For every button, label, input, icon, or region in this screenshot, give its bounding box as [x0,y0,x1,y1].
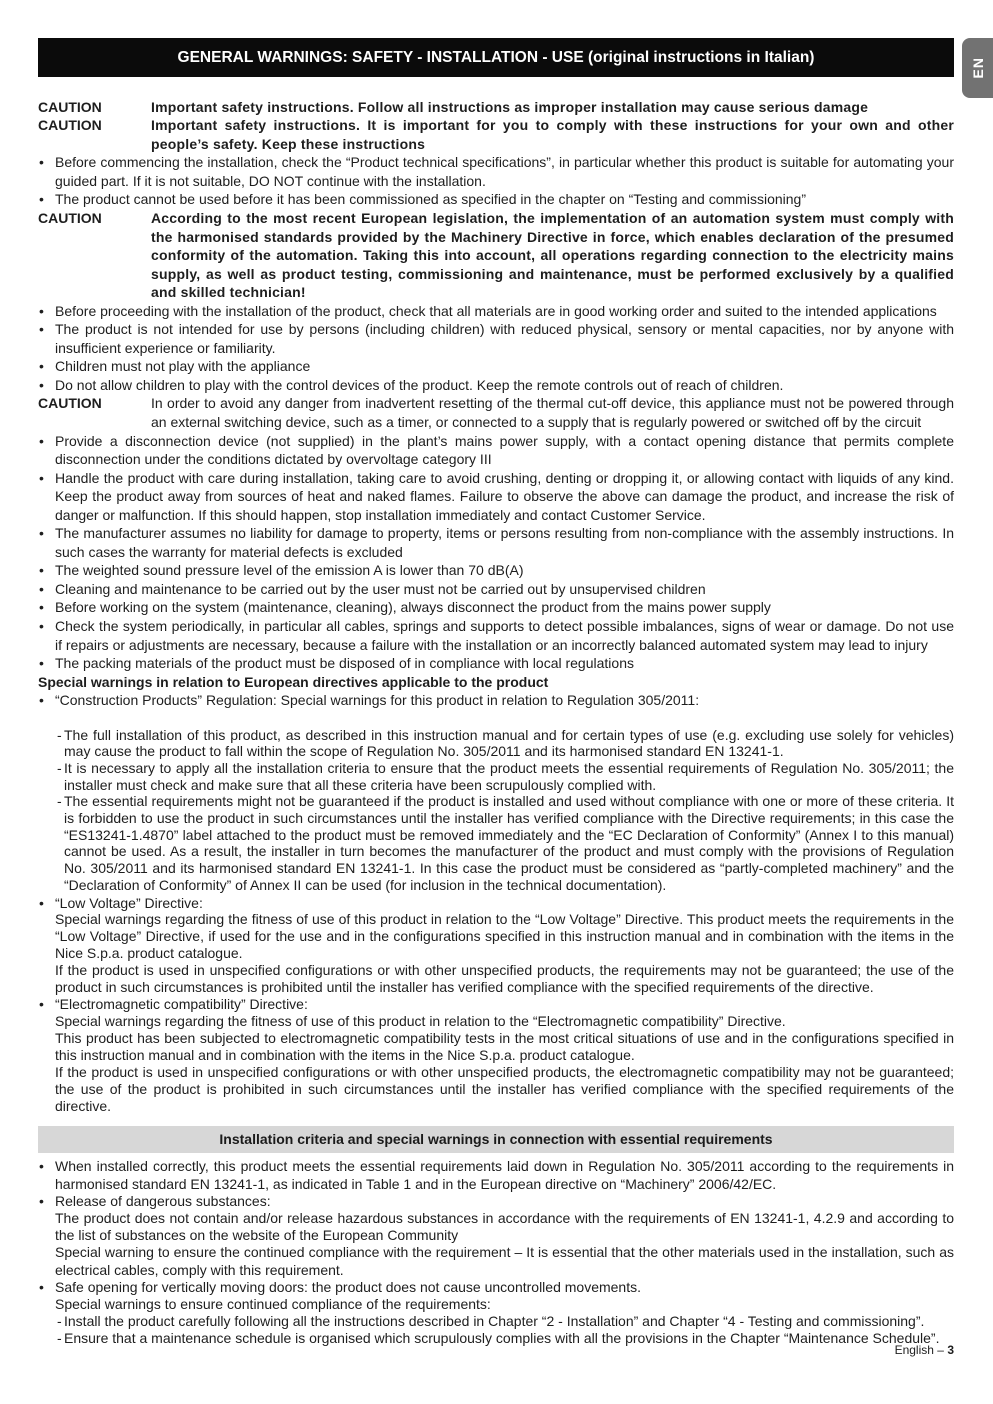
warning-item [38,580,954,599]
warning-item [38,617,954,654]
bullet-marker: • [39,432,44,449]
requirement-item [38,1193,954,1279]
page-title: GENERAL WARNINGS: SAFETY - INSTALLATION - USE (original instructions in Italian) [177,48,815,66]
warning-text: The manufacturer assumes no liability for damage to property, items or persons resulting from non-compliance with the assembly instructions. In such cases the warranty for material defects is excluded [55,525,954,560]
warning-item [38,190,954,209]
warning-text: The packing materials of the product must be disposed of in compliance with local regulations [55,655,634,672]
directive-paragraph: Special warnings regarding the fitness of use of this product in relation to the “Low Voltage” Directive. This product meets the requirements in the “Low Voltage” Directive, if used for the use and in the configurations specified in this instruction manual and in combination with the items in the Nice S.p.a. product catalogue. [55,911,954,962]
warning-item [38,432,954,469]
bullet-marker: • [39,525,44,542]
caution-row [38,209,954,302]
bullet-marker: • [39,1192,44,1209]
dash-marker: - [57,1330,62,1347]
requirement-item [38,1279,954,1313]
bullet-marker: • [39,996,44,1013]
directive-paragraph: If the product is used in unspecified configurations or with other unspecified products, the requirements may not be guaranteed; the use of the product in such circumstances is prohibited until the installer has verified compliance with the specified requirements of the directive. [55,962,954,996]
warning-text: Before commencing the installation, check the “Product technical specifications”, in particular whether this product is suitable for automating your guided part. If it is not suitable, DO NOT continue with the installation. [55,154,954,189]
warning-text: Handle the product with care during installation, taking care to avoid crushing, denting or dropping it, or allowing contact with liquids of any kind. Keep the product away from sources of heat and naked flames. Failure to observe the above can damage the product, and increase the risk of danger or malfunction. If this should happen, stop installation immediately and contact Customer Service. [55,469,954,523]
low-voltage-directive [38,895,954,997]
directive-title: “Low Voltage” Directive: [55,894,203,911]
footer-separator: – [937,1343,944,1357]
bullet-marker: • [39,599,44,616]
construction-products-title: “Construction Products” Regulation: Special warnings for this product in relation to Regulation 305/2011: [55,692,700,709]
warning-text: Do not allow children to play with the control devices of the product. Keep the remote controls out of reach of children. [55,376,784,393]
requirement-paragraph: Special warnings to ensure continued compliance of the requirements: [55,1295,491,1312]
language-tab-label: EN [969,57,986,79]
page-footer [895,1342,954,1358]
sub-point-text: Install the product carefully following all the instructions described in Chapter “2 - Installation” and Chapter “4 - Testing and commissioning”. [64,1313,925,1330]
warning-text: The weighted sound pressure level of the emission A is lower than 70 dB(A) [55,562,524,579]
requirement-item [38,1158,954,1192]
bullet-marker: • [39,358,44,375]
page-header-bar [38,38,954,77]
footer-language: English [894,1343,934,1357]
construction-products-points [38,727,954,894]
directive-title: “Electromagnetic compatibility” Directive: [55,996,308,1013]
warning-item [38,320,954,357]
warning-text: Before proceeding with the installation of the product, check that all materials are in good working order and suited to the intended applications [55,302,937,319]
sub-point [38,1313,954,1330]
warning-item [38,153,954,190]
warning-text: Check the system periodically, in particular all cables, springs and supports to detect possible imbalances, signs of wear or damage. Do not use if repairs or adjustments are necessary, because a failure with the installation or an incorrectly balanced automated system may lead to injury [55,618,954,653]
bullet-marker: • [39,655,44,672]
caution-row [38,98,954,117]
banner-title: Installation criteria and special warnings in connection with essential requirements [219,1131,773,1147]
dash-marker: - [57,726,62,743]
warning-item [38,376,954,395]
dash-marker: - [57,793,62,810]
bullet-marker: • [39,1158,44,1175]
caution-text: In order to avoid any danger from inadvertent resetting of the thermal cut-off device, this appliance must not be powered through an external switching device, such as a timer, or connected to a supply that is regularly powered or switched off by the circuit [151,395,954,430]
sub-point-text: It is necessary to apply all the installation criteria to ensure that the product meets the essential requirements of Regulation No. 305/2011; the installer must check and make sure that all these criteria have been scrupulously complied with. [64,760,954,793]
requirement-title: Safe opening for vertically moving doors: the product does not cause uncontrolled movements. [55,1278,641,1295]
sub-point [38,1330,954,1347]
caution-text: According to the most recent European legislation, the implementation of an automation system must comply with the harmonised standards provided by the Machinery Directive in force, which enables declaration of the presumed conformity of the automation. Taking this into account, all operations regarding connection to the electricity mains supply, as well as product testing, commissioning and maintenance, must be performed exclusively by a qualified and skilled technician! [151,209,954,301]
caution-text: Important safety instructions. It is important for you to comply with these instructions for your own and other people’s safety. Keep these instructions [151,117,954,152]
essential-requirements-banner [38,1126,954,1153]
emc-directive [38,996,954,1114]
requirement-paragraph: The product does not contain and/or release hazardous substances in accordance with the requirements of EN 13241-1, 4.2.9 and according to the list of substances on the website of the European Community [55,1209,954,1244]
warning-item [38,598,954,617]
dash-marker: - [57,760,62,777]
bullet-marker: • [39,321,44,338]
directive-paragraph: If the product is used in unspecified configurations or with other unspecified products, the electromagnetic compatibility may not be guaranteed; the use of the product is prohibited in such circumstances until the installer has verified compliance with the specified requirements of the directive. [55,1063,954,1114]
bullet-marker: • [39,376,44,393]
warning-text: Before working on the system (maintenance, cleaning), always disconnect the product from the mains power supply [55,599,771,616]
warning-text: Children must not play with the appliance [55,358,311,375]
directive-sections [38,895,954,1115]
page-number: 3 [947,1343,954,1357]
bullet-marker: • [39,302,44,319]
warning-item [38,561,954,580]
directives-heading: Special warnings in relation to European directives applicable to the product [38,673,549,690]
caution-row [38,116,954,153]
sub-point-text: The full installation of this product, as described in this instruction manual and for certain types of use (e.g. excluding use solely for vehicles) may cause the product to fall within the scope of Regulation No. 305/2011 and its harmonised standard EN 13241-1. [64,726,954,760]
warning-item [38,357,954,376]
warning-text: The product is not intended for use by persons (including children) with reduced physical, sensory or mental capacities, nor by anyone with insufficient experience or familiarity. [55,321,954,356]
dash-marker: - [57,1313,62,1330]
directive-paragraph: This product has been subjected to electromagnetic compatibility tests in the most critical situations of use and in the configurations specified in this instruction manual and in combination with the items in the Nice S.p.a. product catalogue. [55,1029,954,1063]
warning-item [38,469,954,525]
caution-text: Important safety instructions. Follow all instructions as improper installation may cause serious damage [151,98,869,115]
bullet-marker: • [39,692,44,709]
bullet-marker: • [39,1278,44,1295]
caution-label: CAUTION [38,209,102,226]
requirement-paragraph: Special warning to ensure the continued compliance with the requirement – It is essential that the other materials used in the installation, such as electrical cables, comply with this requirement. [55,1244,954,1278]
bullet-marker: • [39,469,44,486]
bullet-marker: • [39,562,44,579]
caution-row [38,394,954,431]
requirement-text: When installed correctly, this product meets the essential requirements laid down in Regulation No. 305/2011 according to the requirements in harmonised standard EN 13241-1, as indicated in Table 1 and in the European directive on “Machinery” 2006/42/EC. [55,1158,954,1192]
bullet-marker: • [39,580,44,597]
sub-point-text: The essential requirements might not be guaranteed if the product is installed and used without compliance with one or more of these criteria. It is forbidden to use the product in such circumstances until the installer has verified compliance with the Directive requirements; in this case the “ES13241-1.4870” label attached to the product must be removed immediately and the “EC Declaration of Conformity” (Annex I to this manual) cannot be used. As a result, the installer in turn becomes the manufacturer of the product and must comply with the provisions of Regulation No. 305/2011 and its harmonised standard EN 13241-1. In this case the product must be considered as “partly-completed machinery” and the “Declaration of Conformity” of Annex II can be used (for inclusion in the technical documentation). [64,793,954,893]
bullet-marker: • [39,618,44,634]
bullet-marker: • [39,191,44,208]
caution-label: CAUTION [38,395,102,412]
sub-point [38,727,954,760]
requirement-title: Release of dangerous substances: [55,1192,271,1209]
sub-point [38,793,954,893]
essential-requirements [38,1158,954,1347]
language-tab [962,38,993,98]
sub-point-text: Ensure that a maintenance schedule is organised which scrupulously complies with all the provisions in the Chapter “Maintenance Schedule”. [64,1330,940,1347]
caution-label: CAUTION [38,117,102,134]
warning-item [38,524,954,561]
warning-text: Provide a disconnection device (not supplied) in the plant’s mains power supply, with a contact opening distance that permits complete disconnection under the conditions dictated by overvoltage category III [55,432,954,468]
warning-text: The product cannot be used before it has been commissioned as specified in the chapter on “Testing and commissioning” [55,191,806,208]
construction-products-item [38,691,954,710]
sub-point [38,760,954,793]
directive-paragraph: Special warnings regarding the fitness of use of this product in relation to the “Electromagnetic compatibility” Directive. [55,1012,786,1029]
caution-label: CAUTION [38,98,102,115]
bullet-marker: • [39,154,44,171]
general-warnings [38,98,954,710]
warning-item [38,654,954,673]
bullet-marker: • [39,894,44,911]
warning-item [38,302,954,321]
warning-text: Cleaning and maintenance to be carried out by the user must not be carried out by unsupervised children [55,580,706,597]
